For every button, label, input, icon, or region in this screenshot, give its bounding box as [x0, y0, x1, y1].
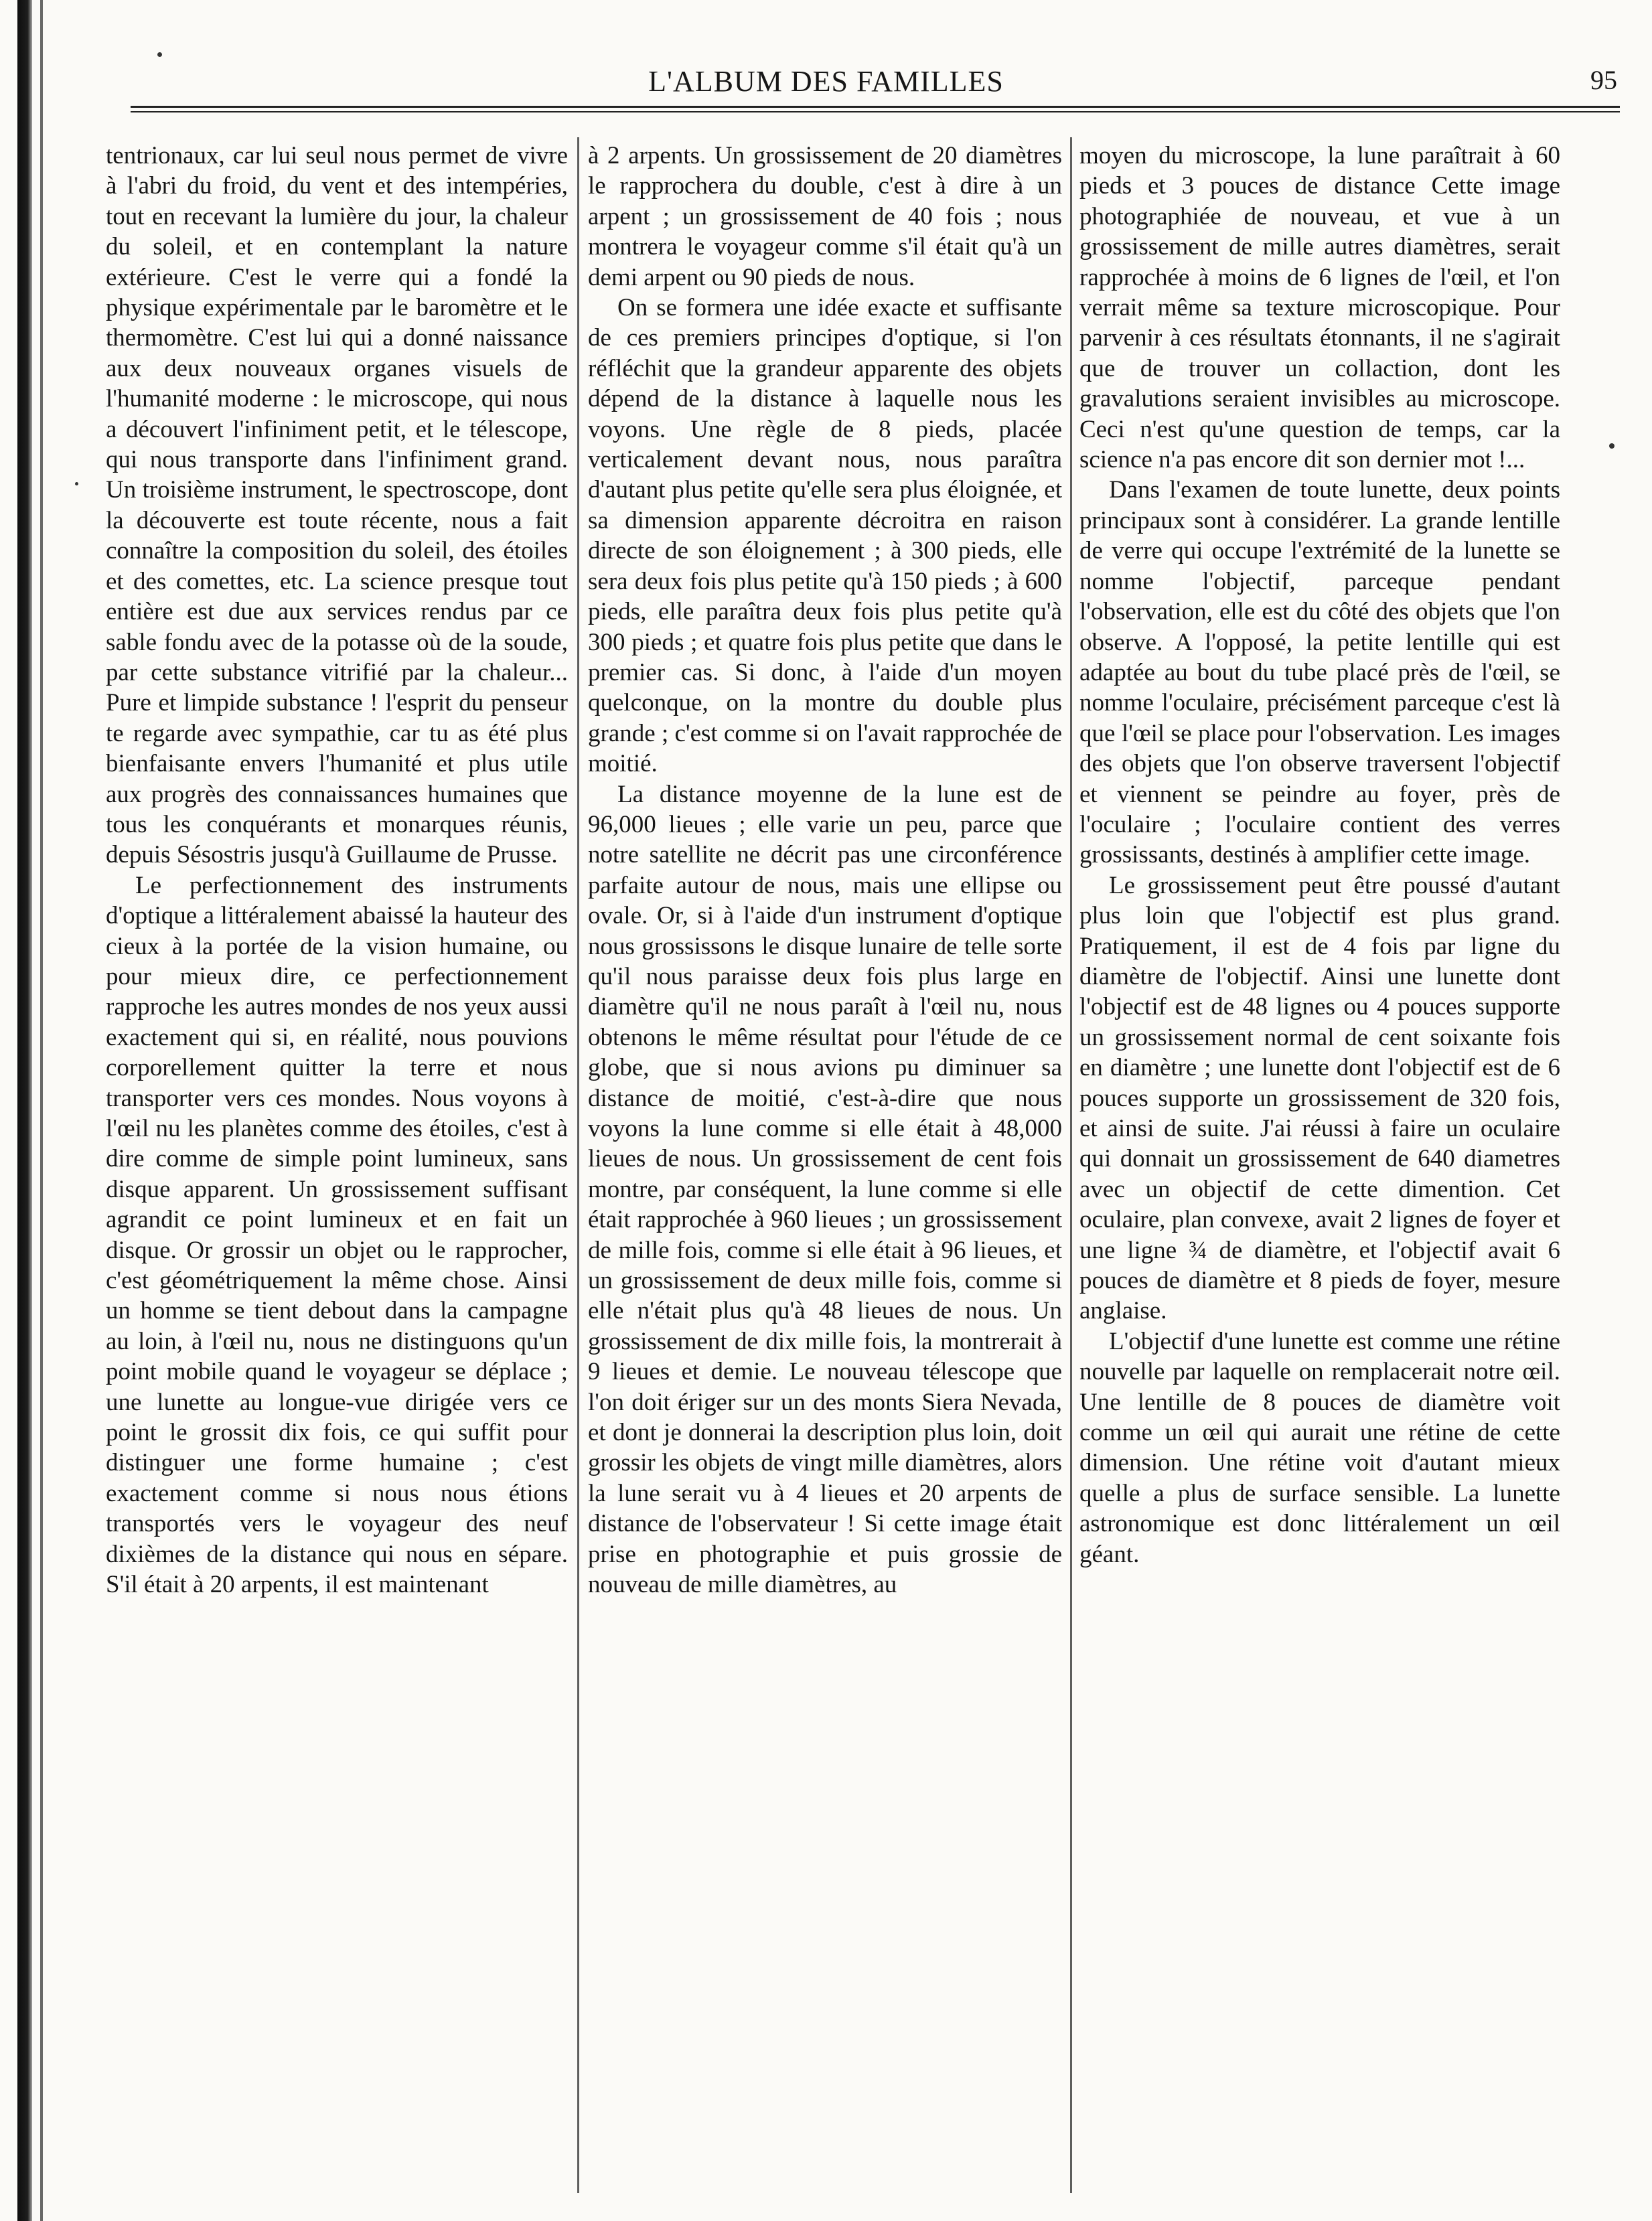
column-divider: [577, 137, 579, 2193]
paragraph: moyen du microscope, la lune paraîtrait à 60 pieds et 3 pouces de distance Cette image photographiée de nouveau, et vue à un grossissement de mille autres diamètres, serait rapprochée à moins de 6 lignes de l'œil, et l'on verrait même sa texture microscopique. Pour parvenir à ces résultats étonnants, il ne s'agirait que de trouver un collaction, dont les gravalutions seraient invisibles au microscope. Ceci n'est qu'une question de temps, car la science n'a pas encore dit son dernier mot !...: [1079, 142, 1560, 474]
paragraph: à 2 arpents. Un grossissement de 20 diamètres le rapprochera du double, c'est à dire à un arpent ; un grossissement de 40 fois ; nous montrera le voyageur comme s'il était qu'à un demi arpent ou 90 pieds de nous.: [588, 142, 1062, 291]
paragraph: L'objectif d'une lunette est comme une rétine nouvelle par laquelle on remplacerait notre œil. Une lentille de 8 pouces de diamètre voit comme un œil qui aurait une rétine de cette dimension. Une rétine voit d'autant mieux quelle a plus de surface sensible. La lunette astronomique est donc littéralement un œil géant.: [1079, 1327, 1560, 1568]
column-divider: [1070, 137, 1072, 2193]
paragraph: Dans l'examen de toute lunette, deux points principaux sont à considérer. La grande lentille de verre qui occupe l'extrémité de la lunette se nomme l'objectif, parceque pendant l'observation, elle est du côté des objets que l'on observe. A l'opposé, la petite lentille qui est adaptée au bout du tube placé près de l'œil, se nomme l'oculaire, précisément parceque c'est là que l'œil se place pour l'observation. Les images des objets que l'on observe traversent l'objectif et viennent se peindre au foyer, près de l'oculaire ; l'oculaire contient des verres grossissants, destinés à amplifier cette image.: [1079, 476, 1560, 869]
running-header: L'ALBUM DES FAMILLES: [648, 65, 1004, 98]
paragraph: tentrionaux, car lui seul nous permet de vivre à l'abri du froid, du vent et des intempéries, tout en recevant la lumière du jour, la chaleur du soleil, et en contemplant la nature extérieure. C'est le verre qui a fondé la physique expérimentale par le baromètre et le thermomètre. C'est lui qui a donné naissance aux deux nouveaux organes visuels de l'humanité moderne : le microscope, qui nous a découvert l'infiniment petit, et le télescope, qui nous transporte dans l'infiniment grand. Un troisième instrument, le spectroscope, dont la découverte est toute récente, nous a fait connaître la composition du soleil, des étoiles et des comettes, etc. La science presque tout entière est due aux services rendus par ce sable fondu avec de la potasse où de la soude, par cette substance vitrifié par la chaleur... Pure et limpide substance ! l'esprit du penseur te regarde avec sympathie, car tu as été plus bienfaisante envers l'humanité et plus utile aux progrès des connaissances humaines que tous les conquérants et monarques réunis, depuis Sésostris jusqu'à Guillaume de Prusse.: [106, 142, 568, 869]
paragraph: Le perfectionnement des instruments d'optique a littéralement abaissé la hauteur des cieux à la portée de la vision humaine, ou pour mieux dire, ce perfectionnement rapproche les autres mondes de nos yeux aussi exactement qui si, en réalité, nous pouvions corporellement quitter la terre et nous transporter vers ces mondes. Nous voyons à l'œil nu les planètes comme des étoiles, c'est à dire comme de simple point lumineux, sans disque apparent. Un grossissement suffisant agrandit ce point lumineux et en fait un disque. Or grossir un objet ou le rapprocher, c'est géométriquement la même chose. Ainsi un homme se tient debout dans la campagne au loin, à l'œil nu, nous ne distinguons qu'un point mobile quand le voyageur se déplace ; une lunette au longue-vue dirigée vers ce point le grossit dix fois, ce qui suffit pour distinguer une forme humaine ; c'est exactement comme si nous nous étions transportés vers le voyageur des neuf dixièmes de la distance qui nous en sépare. S'il était à 20 arpents, il est maintenant: [106, 871, 568, 1599]
paragraph: Le grossissement peut être poussé d'autant plus loin que l'objectif est plus grand. Pratiquement, il est de 4 fois par ligne du diamètre de l'objectif. Ainsi une lunette dont l'objectif est de 48 lignes ou 4 pouces supporte un grossissement normal de cent soixante fois en diamètre ; une lunette dont l'objectif est de 6 pouces supporte un grossissement de 320 fois, et ainsi de suite. J'ai réussi à faire un oculaire qui donnait un grossissement de 640 diametres avec un objectif de cette dimention. Cet oculaire, plan convexe, avait 2 lignes de foyer et une ligne ¾ de diamètre, et l'objectif avait 6 pouces de diamètre et 8 pieds de foyer, mesure anglaise.: [1079, 871, 1560, 1325]
print-speck: [157, 52, 162, 57]
text-column-1: [106, 141, 568, 2176]
text-column-2: [588, 141, 1062, 2176]
text-column-3: [1079, 141, 1560, 2176]
print-speck: [1609, 443, 1615, 449]
header-rule: [131, 106, 1620, 108]
binding-shadow: [17, 0, 32, 2221]
paragraph: La distance moyenne de la lune est de 96,000 lieues ; elle varie un peu, parce que notre satellite ne décrit pas une circonférence parfaite autour de nous, mais une ellipse ou ovale. Or, si à l'aide d'un instrument d'optique nous grossissons le disque lunaire de telle sorte qu'il nous paraisse deux fois plus large en diamètre qu'il ne nous paraît à l'œil nu, nous obtenons le même résultat pour l'étude de ce globe, que si nous avions pu diminuer sa distance de moitié, c'est-à-dire que nous voyons la lune comme si elle était à 48,000 lieues de nous. Un grossissement de cent fois montre, par conséquent, la lune comme si elle était rapprochée à 960 lieues ; un grossissement de mille fois, comme si elle était à 96 lieues, et un grossissement de deux mille fois, comme si elle n'était plus qu'à 48 lieues de nous. Un grossissement de dix mille fois, la montrerait à 9 lieues et demie. Le nouveau télescope que l'on doit ériger sur un des monts Siera Nevada, et dont je donnerai la description plus loin, doit grossir les objets de vingt mille diamètres, alors la lune serait vu à 4 lieues et 20 arpents de distance de l'observateur ! Si cette image était prise en photographie et puis grossie de nouveau de mille diamètres, au: [588, 780, 1062, 1599]
header-rule-thin: [131, 111, 1620, 112]
page-number: 95: [1590, 65, 1617, 95]
print-speck: [75, 482, 78, 485]
paragraph: On se formera une idée exacte et suffisante de ces premiers principes d'optique, si l'on réfléchit que la grandeur apparente des objets dépend de la distance à laquelle nous les voyons. Une règle de 8 pieds, placée verticalement devant nous, nous paraîtra d'autant plus petite qu'elle sera plus éloignée, et sa dimension apparente décroitra en raison directe de son éloignement ; à 300 pieds, elle sera deux fois plus petite qu'à 150 pieds ; à 600 pieds, elle paraîtra deux fois plus petite qu'à 300 pieds ; et quatre fois plus petite que dans le premier cas. Si donc, à l'aide d'un moyen quelconque, on la montre du double plus grande ; c'est comme si on l'avait rapprochée de moitié.: [588, 294, 1062, 778]
binding-edge: [40, 0, 43, 2221]
